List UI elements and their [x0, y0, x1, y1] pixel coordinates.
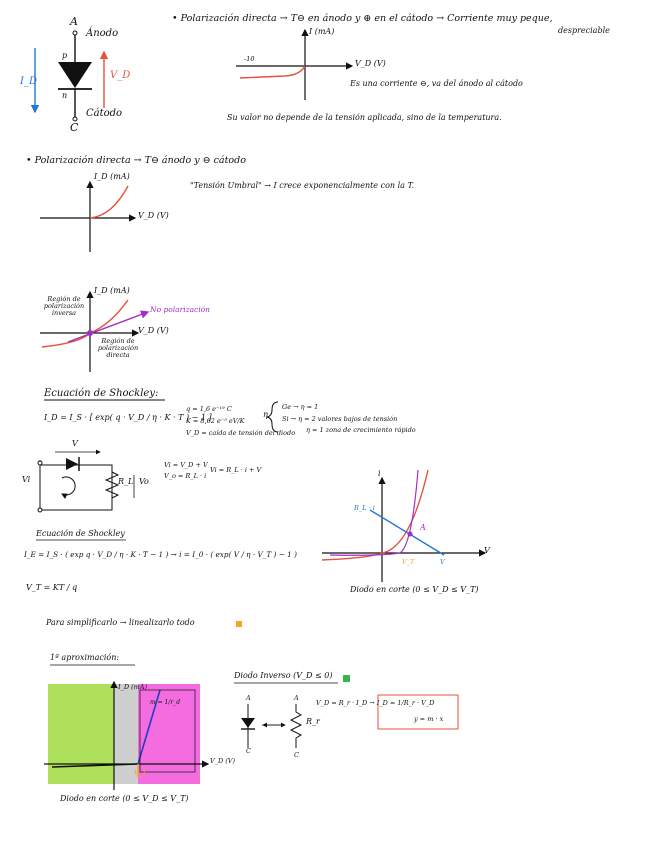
anode-letter: A: [70, 15, 78, 28]
graph4-vt-tick: V_T: [402, 558, 415, 566]
approx-title: 1ª aproximación:: [50, 653, 120, 662]
section1-note1: Es una corriente ⊖, va del ánodo al cátodo: [350, 79, 523, 88]
graph1-yaxis: I (mA): [309, 27, 335, 36]
eta-si2: η = 1 zona de crecimiento rápido: [306, 426, 416, 434]
eta-symbol: η: [263, 410, 268, 419]
graph1-tick: -10: [244, 55, 255, 63]
voltage-label-vd: V_D: [110, 70, 131, 81]
circuit-rl-label: R_L: [118, 477, 134, 486]
no-polarization-label: No polarización: [150, 305, 210, 314]
circuit-eq2: V_o = R_L · i: [164, 472, 207, 480]
graph4-yaxis: i: [378, 469, 381, 478]
circuit-v-label: V: [72, 439, 78, 448]
vd-definition: V_D = caída de tensión del diodo: [186, 429, 296, 437]
section2-title: • Polarización directa → T⊖ ánodo y ⊖ cátodo: [26, 155, 246, 166]
constant-k: K = 8,62 e⁻⁵ eV/K: [186, 417, 245, 425]
graph3-xaxis: V_D (V): [138, 326, 169, 335]
anode-label: Ánodo: [86, 28, 119, 39]
resistor-a: A: [294, 694, 299, 702]
current-label-id: I_D: [20, 76, 37, 87]
p-letter: p: [62, 51, 68, 60]
vt-definition: V_T = KT / q: [26, 583, 78, 592]
forward-region-label: Región de polarización directa: [97, 337, 139, 360]
resistor-rr: R_r: [306, 717, 320, 726]
shockley-formula: I_D = I_S · [ exp( q · V_D / η · K · T ) − 1 ]: [44, 413, 212, 422]
graph3-yaxis: I_D (mA): [94, 286, 130, 295]
circuit-vi-label: Vi: [22, 475, 31, 484]
cathode-label: Cátodo: [86, 108, 123, 119]
circuit-eq3: Vi = R_L · i + V: [210, 466, 262, 474]
approx-caption: Diodo en corte (0 ≤ V_D ≤ V_T): [60, 794, 189, 803]
constant-q: q = 1,6 e⁻¹⁹ C: [186, 405, 232, 413]
resistor-c: C: [294, 751, 299, 759]
approx-vt-tick: V_T: [134, 769, 147, 777]
approx-yaxis: I_D (mA): [118, 683, 148, 691]
eta-si: Si → η = 2 valores bajos de tensión: [282, 415, 398, 423]
reverse-diode-a: A: [246, 694, 251, 702]
approx-xaxis: V_D (V): [210, 757, 235, 765]
graph2-xaxis: V_D (V): [138, 211, 169, 220]
graph4-caption: Diodo en corte (0 ≤ V_D ≤ V_T): [350, 585, 479, 594]
graph4-xaxis: V: [484, 546, 490, 555]
section1-title-cont: despreciable: [558, 26, 610, 35]
section1-title: • Polarización directa → T⊖ en ánodo y ⊕ en el cátodo → Corriente muy peque,: [172, 13, 553, 24]
shockley2-title: Ecuación de Shockley: [36, 529, 125, 538]
reverse-eq2: y = m · x: [414, 715, 444, 723]
graph4-rl-label: R_L · i: [354, 504, 375, 512]
section2-note: "Tensión Umbral" → I crece exponencialmente con la T.: [190, 181, 415, 190]
section1-note2: Su valor no depende de la tensión aplicada, sino de la temperatura.: [227, 113, 502, 122]
graph2-yaxis: I_D (mA): [94, 172, 130, 181]
graph4-v-tick: V: [440, 558, 445, 566]
simplify-note: Para simplificarlo → linealizarlo todo: [46, 618, 195, 627]
graph4-point-a: A: [420, 523, 426, 532]
reverse-eq1: V_D = R_r · I_D → I_D = 1/R_r · V_D: [316, 699, 435, 707]
circuit-vo-label: Vo: [139, 477, 149, 486]
graph1-xaxis: V_D (V): [355, 59, 386, 68]
shockley-title: Ecuación de Shockley:: [44, 388, 159, 399]
eta-ge: Ge → η = 1: [282, 403, 319, 411]
n-letter: n: [62, 91, 68, 100]
reverse-diode-title: Diodo Inverso (V_D ≤ 0): [234, 671, 333, 680]
cathode-letter: C: [70, 121, 79, 134]
circuit-eq1: Vi = V_D + V: [164, 461, 208, 469]
shockley2-formula: I_E = I_S · ( exp q · V_D / η · K · T − 1 ) → i = I_0 · ( exp( V / η · V_T ) − 1 ): [24, 550, 297, 559]
reverse-region-label: Región de polarización inversa: [43, 295, 85, 318]
reverse-diode-c: C: [246, 747, 251, 755]
approx-slope: m = 1/r_d: [150, 699, 181, 706]
